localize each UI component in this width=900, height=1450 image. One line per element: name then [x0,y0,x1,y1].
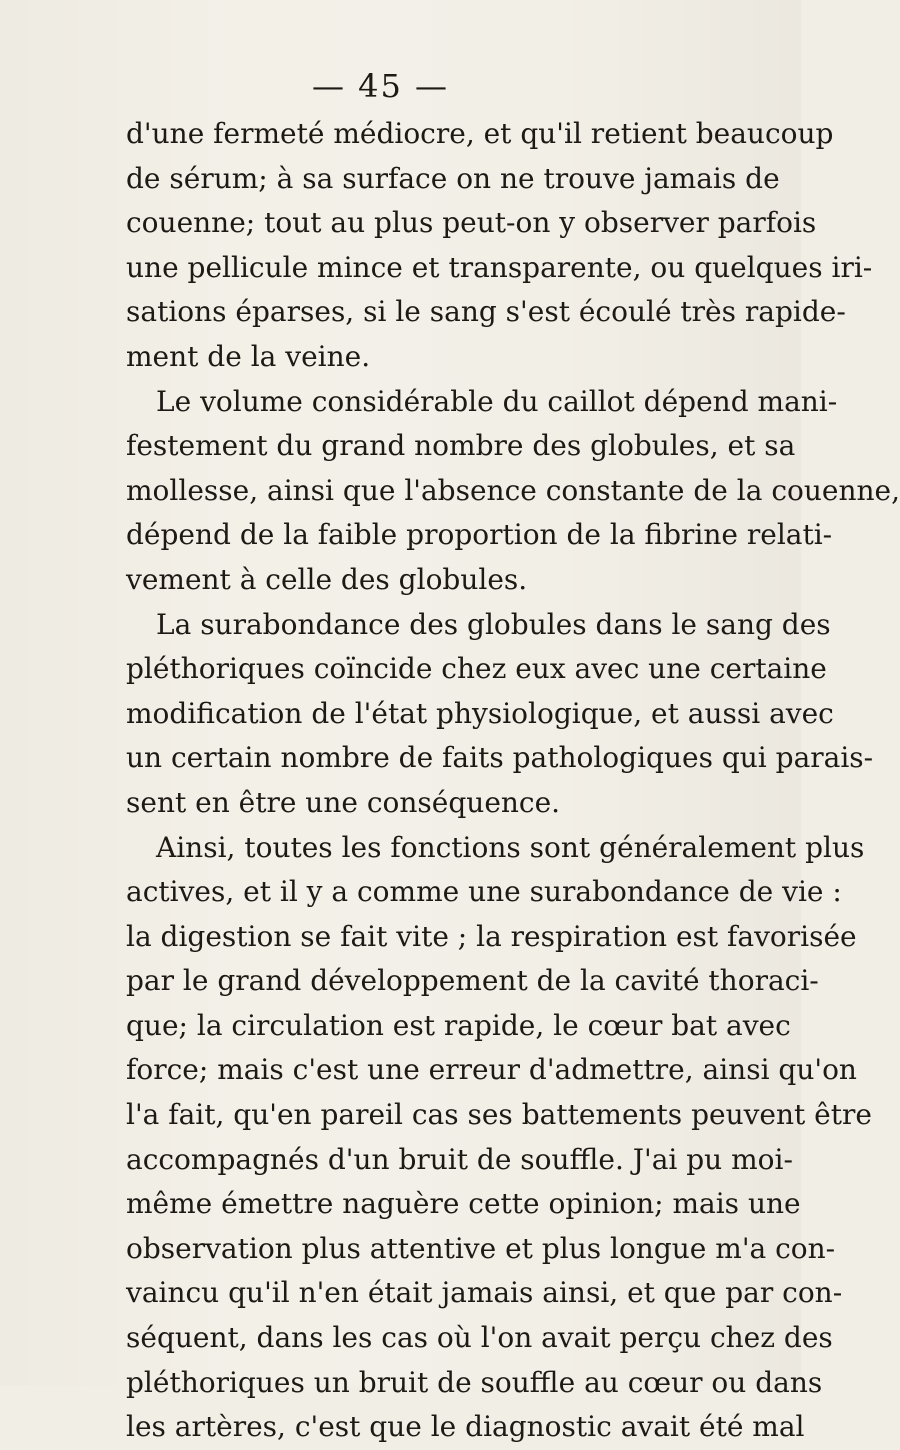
text-line: observation plus attentive et plus longue m'a con- [126,1231,836,1265]
text-line: pléthoriques un bruit de souffle au cœur ou dans [126,1365,823,1399]
text-line: pléthoriques coïncide chez eux avec une certaine [126,652,827,686]
text-line: une pellicule mince et transparente, ou quelques iri- [126,250,873,284]
text-line: les artères, c'est que le diagnostic avait été mal [126,1410,805,1444]
text-line: actives, et il y a comme une surabondance de vie : [126,875,842,909]
text-line: séquent, dans les cas où l'on avait perçu chez des [126,1321,833,1355]
text-line: ment de la veine. [126,339,371,373]
text-line: vement à celle des globules. [126,562,528,596]
text-line: sations éparses, si le sang s'est écoulé très rapide- [126,295,846,329]
text-line: d'une fermeté médiocre, et qu'il retient beaucoup [126,117,834,150]
text-line: de sérum; à sa surface on ne trouve jamais de [126,161,780,195]
text-line: même émettre naguère cette opinion; mais une [126,1187,801,1221]
text-line: vaincu qu'il n'en était jamais ainsi, et que par con- [126,1276,843,1310]
text-line: mollesse, ainsi que l'absence constante de la couenne, [126,473,900,507]
text-line: dépend de la faible proportion de la fibrine relati- [126,518,833,552]
text-line: sent en être une conséquence. [126,785,561,819]
text-line: accompagnés d'un bruit de souffle. J'ai pu moi- [126,1142,793,1176]
text-line: Le volume considérable du caillot dépend mani- [156,384,838,418]
text-line: par le grand développement de la cavité thoraci- [126,964,819,998]
text-line: La surabondance des globules dans le sang des [156,607,831,641]
text-line: que; la circulation est rapide, le cœur bat avec [126,1008,791,1042]
text-line: Ainsi, toutes les fonctions sont généralement plus [156,830,865,864]
text-line: force; mais c'est une erreur d'admettre, ainsi qu'on [126,1053,857,1087]
body-text [126,112,900,1450]
text-line: un certain nombre de faits pathologiques qui parais- [126,741,874,775]
text-line: la digestion se fait vite ; la respiration est favorisée [126,919,857,953]
text-line: modification de l'état physiologique, et aussi avec [126,696,834,730]
text-line: couenne; tout au plus peut-on y observer parfois [126,206,817,240]
text-line: festement du grand nombre des globules, et sa [126,429,796,463]
page-number: — 45 — [311,67,450,105]
text-line: l'a fait, qu'en pareil cas ses battements peuvent être [126,1098,872,1132]
